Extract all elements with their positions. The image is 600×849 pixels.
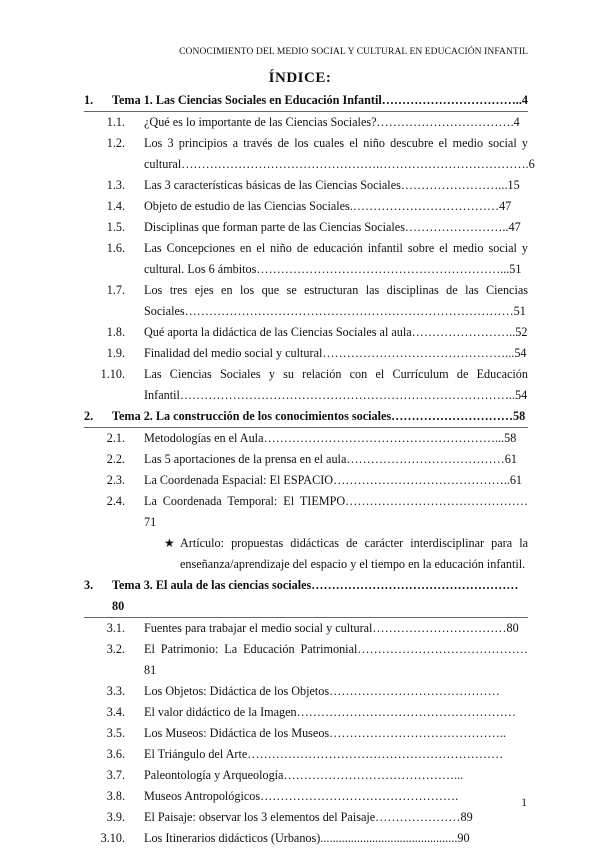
- toc-entry: [84, 639, 528, 681]
- toc-entry-text: Metodologías en el Aula…………………………………………………...58: [144, 431, 517, 445]
- toc-entry-number: 3.8.: [106, 789, 125, 803]
- toc-entry: [84, 217, 528, 238]
- toc-entry-number: 1.4.: [106, 199, 125, 213]
- toc-entry: [84, 786, 528, 807]
- running-header: CONOCIMIENTO DEL MEDIO SOCIAL Y CULTURAL EN EDUCACIÓN INFANTIL: [179, 47, 528, 57]
- toc-entry: [84, 618, 528, 639]
- toc-entry: [84, 723, 528, 744]
- toc-note: [84, 533, 528, 575]
- toc-entry: [84, 133, 535, 175]
- toc-entry-text: Las 5 aportaciones de la prensa en el aula…………………………………61: [144, 452, 517, 466]
- toc-entry-number: 3.3.: [106, 684, 125, 698]
- toc-entry-text: El valor didáctico de la Imagen………………………………………………: [144, 705, 516, 719]
- toc-entry-number: 3.6.: [106, 747, 125, 761]
- toc-entry: [84, 470, 528, 491]
- toc-entry: [84, 196, 528, 217]
- page-title: ÍNDICE:: [268, 70, 332, 86]
- toc-entry-number: 2.: [84, 409, 94, 423]
- toc-entry-text: La Coordenada Temporal: El TIEMPO………………………………………71: [144, 494, 528, 529]
- toc-entry-text: ¿Qué es lo importante de las Ciencias Sociales?…………………………….4: [144, 115, 520, 129]
- toc-entry: [84, 491, 528, 533]
- toc-entry-text: Tema 2. La construcción de los conocimientos sociales…………………………58: [112, 409, 526, 423]
- toc-entry-number: 3.5.: [106, 726, 125, 740]
- toc-entry: [84, 112, 528, 133]
- toc-entry-number: 1.9.: [106, 346, 125, 360]
- toc-entry: [84, 343, 528, 364]
- toc-entry-number: 1.8.: [106, 325, 125, 339]
- toc-entry-text: Finalidad del medio social y cultural………………………………………...54: [144, 346, 527, 360]
- toc-entry: [84, 702, 528, 723]
- toc-entry-text: Los Objetos: Didáctica de los Objetos……………………………………: [144, 684, 500, 698]
- toc-entry-number: 2.3.: [106, 473, 125, 487]
- toc-entry-text: Fuentes para trabajar el medio social y cultural……………………………80: [144, 621, 519, 635]
- toc-entry: [84, 428, 528, 449]
- toc-entry: [84, 765, 528, 786]
- toc-entry-text: Qué aporta la didáctica de las Ciencias Sociales al aula……………………..52: [144, 325, 528, 339]
- toc-entry-text: Tema 3. El aula de las ciencias sociales……………………………………………80: [112, 578, 519, 613]
- toc-entry-number: 1.1.: [106, 115, 125, 129]
- toc-entry-text: Los tres ejes en los que se estructuran las disciplinas de las Ciencias Sociales………………………………………………………………………51: [144, 283, 528, 318]
- toc-entry-number: 1.2.: [106, 136, 125, 150]
- toc-entry-text: Objeto de estudio de las Ciencias Sociales.………………………………47: [144, 199, 512, 213]
- toc-entry-number: 1.: [84, 93, 94, 107]
- table-of-contents: [84, 90, 535, 849]
- toc-entry-number: 2.2.: [106, 452, 125, 466]
- toc-entry: [84, 322, 528, 343]
- toc-entry-number: 3.9.: [106, 810, 125, 824]
- toc-entry-text: Los 3 principios a través de los cuales el niño descubre el medio social y cultural………………………………………….……………………………….6: [144, 136, 535, 171]
- toc-entry: [84, 828, 528, 849]
- toc-entry-number: 3.10.: [100, 831, 125, 845]
- toc-entry-number: 1.7.: [106, 283, 125, 297]
- toc-entry: [84, 807, 528, 828]
- toc-entry: [84, 364, 528, 406]
- toc-entry-number: 2.1.: [106, 431, 125, 445]
- toc-entry-text: Los Museos: Didáctica de los Museos……………………………………..: [144, 726, 506, 740]
- toc-entry-text: Disciplinas que forman parte de las Ciencias Sociales……………………..47: [144, 220, 521, 234]
- toc-entry-number: 1.10.: [100, 367, 125, 381]
- toc-entry-number: 3.: [84, 578, 94, 592]
- toc-entry-text: Las 3 características básicas de las Ciencias Sociales……………………...15: [144, 178, 520, 192]
- toc-entry-text: Artículo: propuestas didácticas de carácter interdisciplinar para la enseñanza/aprendizaje del espacio y el tiempo en la educación infantil.: [180, 536, 528, 571]
- toc-entry-number: 1.5.: [106, 220, 125, 234]
- toc-entry-number: 3.4.: [106, 705, 125, 719]
- page-number: 1: [521, 797, 527, 809]
- toc-entry-text: Tema 1. Las Ciencias Sociales en Educación Infantil……………………………..4: [112, 93, 528, 107]
- toc-entry-text: El Paisaje: observar los 3 elementos del Paisaje…………………89: [144, 810, 473, 824]
- toc-entry-number: 1.3.: [106, 178, 125, 192]
- toc-entry: [84, 175, 528, 196]
- toc-entry-text: El Patrimonio: La Educación Patrimonial……………………………………81: [144, 642, 528, 677]
- toc-entry-number: 1.6.: [106, 241, 125, 255]
- toc-entry-number: 3.7.: [106, 768, 125, 782]
- toc-entry-text: Museos Antropológicos………………………………………….: [144, 789, 459, 803]
- toc-topic: [84, 406, 528, 428]
- toc-topic: [84, 90, 528, 112]
- toc-entry-number: 2.4.: [106, 494, 125, 508]
- star-bullet-icon: ★: [164, 536, 175, 550]
- toc-entry: [84, 681, 528, 702]
- toc-entry-text: Las Concepciones en el niño de educación infantil sobre el medio social y cultural. Los 6 ámbitos……………………………………………………...51: [144, 241, 528, 276]
- toc-entry-text: La Coordenada Espacial: El ESPACIO……………………………………..61: [144, 473, 523, 487]
- toc-topic: [84, 575, 528, 618]
- toc-entry: [84, 280, 528, 322]
- toc-entry: [84, 238, 528, 280]
- toc-entry-text: Las Ciencias Sociales y su relación con el Currículum de Educación Infantil………………………………………………………………………..54: [144, 367, 528, 402]
- toc-entry: [84, 449, 528, 470]
- toc-entry-text: Paleontología y Arqueología……………………………………...: [144, 768, 464, 782]
- toc-entry-text: Los Itinerarios didácticos (Urbanos).............................................90: [144, 831, 470, 845]
- toc-entry-number: 3.1.: [106, 621, 125, 635]
- toc-entry-number: 3.2.: [106, 642, 125, 656]
- toc-entry: [84, 744, 528, 765]
- toc-entry-text: El Triángulo del Arte………………………………………………………: [144, 747, 504, 761]
